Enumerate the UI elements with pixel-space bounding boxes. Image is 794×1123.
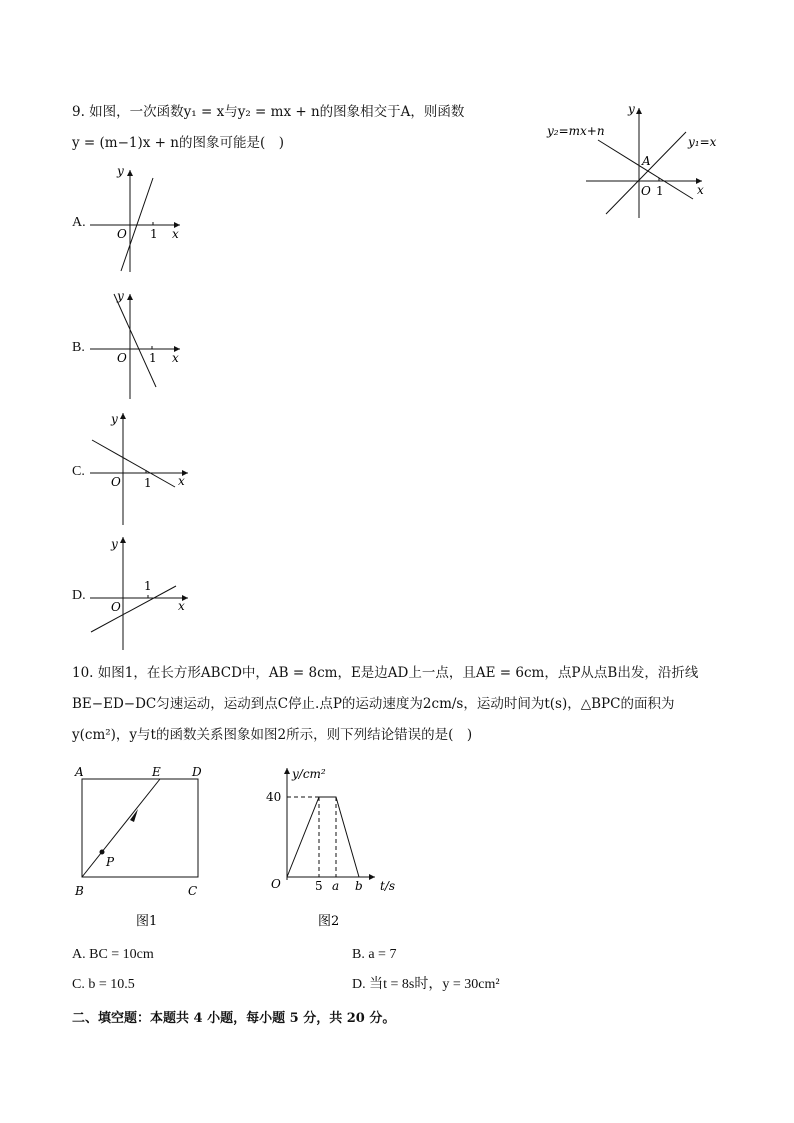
svg-text:x: x (178, 474, 185, 488)
label-y2: y₂=mx+n (547, 124, 605, 138)
svg-text:O: O (117, 227, 127, 241)
svg-text:E: E (152, 765, 161, 779)
svg-text:x: x (172, 227, 179, 241)
q10-option-d[interactable]: D. 当t = 8s时，y = 30cm² (352, 977, 500, 992)
q10-line3: y(cm²)，y与t的函数关系图象如图2所示，则下列结论错误的是( ) (72, 727, 473, 743)
svg-text:O: O (271, 877, 281, 891)
svg-text:y: y (111, 412, 118, 426)
svg-text:A: A (75, 765, 84, 779)
svg-text:y: y (117, 289, 124, 303)
svg-text:O: O (111, 475, 121, 489)
option-a-label[interactable]: A. (72, 215, 86, 230)
svg-text:1: 1 (149, 351, 157, 365)
main-y-label: y (628, 102, 635, 116)
q9-line2: y = (m−1)x + n的图象可能是( ) (72, 135, 284, 151)
svg-text:图2: 图2 (318, 914, 340, 929)
svg-text:O: O (117, 351, 127, 365)
svg-text:C: C (188, 884, 198, 898)
q10-option-a[interactable]: A. BC = 10cm (72, 947, 154, 962)
svg-text:y: y (117, 164, 124, 178)
svg-text:a: a (332, 879, 340, 893)
main-origin: O (641, 184, 651, 198)
svg-text:5: 5 (315, 879, 323, 893)
svg-text:x: x (178, 599, 185, 613)
q9-line1: 9. 如图，一次函数y₁ = x与y₂ = mx + n的图象相交于A，则函数 (72, 104, 465, 120)
svg-text:40: 40 (266, 790, 282, 804)
option-d-label[interactable]: D. (72, 588, 86, 603)
svg-text:图1: 图1 (136, 914, 158, 929)
svg-text:y/cm²: y/cm² (292, 767, 326, 781)
option-b-label[interactable]: B. (72, 340, 85, 355)
svg-text:1: 1 (144, 476, 152, 490)
q10-line2: BE−ED−DC匀速运动，运动到点C停止.点P的运动速度为2cm/s，运动时间为t(s)，△BPC的面积为 (72, 696, 675, 712)
svg-text:P: P (106, 855, 115, 869)
svg-text:1: 1 (144, 579, 152, 593)
main-tick-1: 1 (656, 184, 664, 198)
q10-option-c[interactable]: C. b = 10.5 (72, 977, 135, 992)
section-heading: 二、填空题：本题共 4 小题，每小题 5 分，共 20 分。 (72, 1011, 396, 1026)
option-c-label[interactable]: C. (72, 464, 85, 479)
svg-text:b: b (355, 879, 363, 893)
svg-text:D: D (192, 765, 202, 779)
svg-text:1: 1 (150, 227, 158, 241)
svg-text:x: x (172, 351, 179, 365)
q10-option-b[interactable]: B. a = 7 (352, 947, 397, 962)
label-y1: y₁=x (688, 135, 717, 149)
svg-text:y: y (111, 537, 118, 551)
point-A: A (642, 154, 651, 168)
main-x-label: x (697, 183, 704, 197)
svg-text:t/s: t/s (380, 879, 396, 893)
q10-line1: 10. 如图1，在长方形ABCD中，AB = 8cm，E是边AD上一点，且AE = 6cm，点P从点B出发，沿折线 (72, 665, 699, 681)
svg-text:B: B (75, 884, 84, 898)
svg-text:O: O (111, 600, 121, 614)
